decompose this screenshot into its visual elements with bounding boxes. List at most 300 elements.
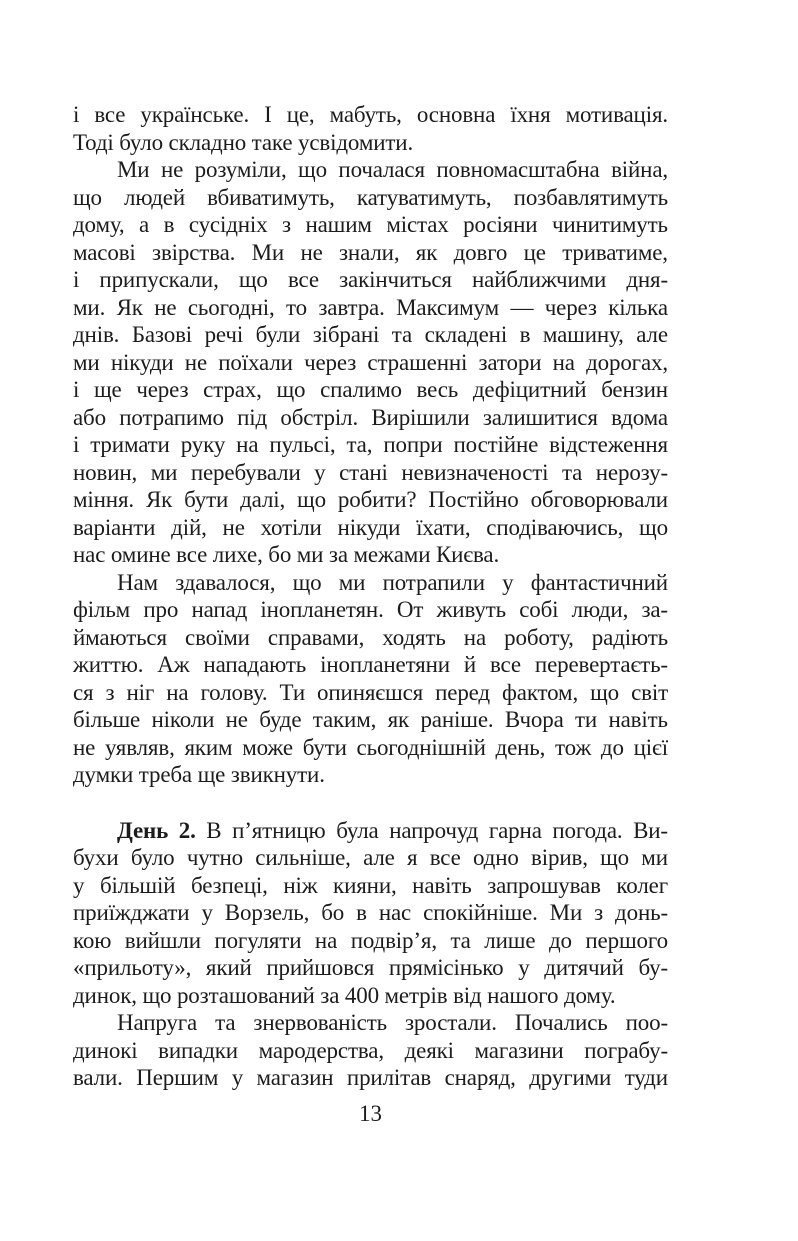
word: гарна — [488, 817, 542, 843]
word: інопланетян. — [260, 597, 384, 622]
word: не — [222, 514, 245, 540]
word: у — [231, 1065, 244, 1090]
word: мародерства, — [258, 1037, 384, 1063]
word: закінчиться — [339, 267, 452, 292]
word: речі — [204, 322, 244, 347]
word: нашим — [305, 212, 372, 237]
word: міння. — [73, 487, 134, 512]
word: далі, — [240, 487, 286, 512]
word: пограбу- — [584, 1037, 668, 1063]
word: на — [463, 624, 487, 650]
word: колег — [616, 872, 668, 898]
word: найближчими — [472, 267, 607, 292]
word: у — [502, 569, 514, 595]
word: все — [429, 845, 461, 870]
text-line — [73, 927, 668, 955]
word: сусідніх — [188, 212, 268, 237]
word: з — [105, 679, 115, 705]
word: потрапимо — [119, 404, 224, 430]
paragraph — [73, 156, 668, 569]
word: не — [73, 734, 96, 760]
word: як — [415, 239, 438, 265]
bold-lead-word: 2. — [178, 817, 196, 843]
word: може — [242, 734, 293, 760]
word: життю. — [73, 652, 144, 677]
word: та — [450, 927, 471, 953]
word: собі — [519, 597, 559, 622]
word: попри — [383, 432, 443, 457]
word: ніг — [126, 679, 155, 705]
word: в — [356, 900, 367, 925]
word: як — [387, 707, 410, 732]
word: на — [166, 679, 189, 705]
text-line: динок, що розташований за 400 метрів від нашого дому. — [73, 982, 616, 1008]
word: буде — [259, 707, 302, 732]
text-line — [73, 321, 668, 349]
word: Максимум — [396, 294, 500, 320]
word: Ви- — [633, 817, 668, 843]
word: таким, — [312, 707, 377, 732]
word: днів. — [73, 322, 120, 347]
word: за- — [641, 597, 668, 622]
word: зростали. — [405, 1010, 497, 1035]
text-line: Тоді було складно таке усвідомити. — [73, 129, 414, 155]
text-line: думки треба ще звикнути. — [73, 762, 325, 787]
word: Ми — [549, 900, 583, 925]
word: Ти — [279, 679, 306, 705]
text-line — [73, 844, 668, 872]
word: не — [300, 239, 323, 265]
word: про — [143, 597, 179, 622]
word: що — [600, 845, 630, 870]
word: другими — [529, 1065, 612, 1090]
word: напад — [191, 597, 248, 622]
word: все — [287, 267, 319, 292]
word: вбиватимуть, — [207, 184, 335, 210]
word: ми — [338, 569, 366, 595]
text-line — [73, 266, 668, 294]
word: варіанти — [73, 514, 156, 540]
word: я — [407, 845, 418, 870]
body-text — [73, 101, 668, 1092]
word: що — [590, 679, 620, 705]
word: уявляв, — [104, 734, 175, 760]
word: в — [519, 322, 531, 347]
word: живуть — [436, 597, 506, 622]
word: на — [552, 349, 575, 375]
page-number: 13 — [359, 1101, 382, 1126]
word: не — [184, 349, 208, 375]
word: або — [73, 404, 106, 430]
word: нікуди — [337, 514, 401, 540]
word: Постійно — [428, 487, 519, 512]
word: на — [314, 927, 338, 953]
word: Ми — [251, 239, 285, 265]
word: люди, — [571, 597, 629, 622]
word: ходять — [382, 624, 446, 650]
word: що — [292, 569, 322, 595]
word: Вирішили — [371, 404, 470, 430]
word: От — [396, 597, 424, 622]
word: і — [73, 267, 80, 292]
word: розуміли, — [194, 157, 287, 182]
word: магазин — [256, 1065, 334, 1090]
word: пульсі, — [269, 432, 336, 457]
word: вірив, — [531, 845, 588, 870]
bold-lead-word: День — [117, 817, 169, 843]
word: довго — [453, 239, 508, 265]
word: через — [304, 349, 357, 375]
word: почалася — [338, 157, 425, 182]
word: їхати, — [416, 514, 471, 540]
word: вдома — [611, 404, 668, 430]
word: мабуть, — [329, 102, 402, 127]
word: прилітав — [346, 1065, 432, 1090]
word: роботу, — [504, 624, 574, 650]
word: цієї — [633, 734, 668, 760]
word: Ворзель, — [224, 900, 310, 925]
word: Нам — [117, 569, 158, 595]
word: й — [463, 652, 477, 677]
word: Базові — [131, 322, 193, 347]
text-line — [73, 349, 668, 377]
word: знервованість — [253, 1010, 387, 1035]
word: ся — [73, 679, 94, 705]
word: сьогоднішній — [356, 734, 486, 760]
word: фактом, — [502, 679, 579, 705]
word: дитячий — [544, 955, 624, 980]
text-line — [73, 404, 668, 432]
word: з — [282, 212, 291, 237]
word: у — [314, 459, 326, 485]
word: фантастичний — [530, 569, 668, 595]
word: снаряд, — [444, 1065, 516, 1090]
word: робити? — [337, 487, 417, 512]
word: дефіцитний — [472, 377, 587, 402]
word: донь- — [615, 900, 668, 925]
word: вали. — [73, 1065, 123, 1090]
word: страх, — [203, 377, 262, 402]
word: весь — [416, 377, 459, 402]
word: навіть — [412, 872, 472, 898]
word: тож — [555, 734, 592, 760]
word: ще — [93, 377, 122, 402]
word: і — [73, 432, 80, 457]
word: то — [286, 294, 307, 320]
word: голову. — [200, 679, 268, 705]
word: бути — [302, 734, 347, 760]
word: та — [215, 1010, 236, 1035]
word: приїжджати — [73, 900, 190, 925]
text-line — [73, 954, 668, 982]
word: магазини — [474, 1037, 564, 1063]
word: ймаються — [73, 624, 167, 650]
text-line — [73, 101, 668, 129]
word: повномасштабна — [436, 157, 600, 182]
paragraph — [73, 817, 668, 1010]
text-line — [73, 706, 668, 734]
word: «прильоту», — [73, 955, 192, 980]
word: стані — [339, 459, 388, 485]
word: Почались — [514, 1010, 608, 1035]
text-line — [73, 734, 668, 762]
word: бухи — [73, 845, 119, 870]
word: кілька — [608, 294, 668, 320]
word: спалимо — [320, 377, 402, 402]
word: новин, — [73, 459, 138, 485]
word: перед — [435, 679, 490, 705]
paragraph — [73, 569, 668, 789]
word: Вчора — [504, 707, 564, 732]
word: містах — [386, 212, 449, 237]
word: одно — [473, 845, 519, 870]
word: а — [139, 212, 150, 237]
word: дорогах, — [586, 349, 668, 375]
word: знали, — [339, 239, 400, 265]
word: що — [238, 267, 268, 292]
word: вийшли — [124, 927, 201, 953]
word: бо — [321, 900, 345, 925]
text-line — [73, 156, 668, 184]
word: п’ятницю — [232, 817, 326, 843]
word: раніше. — [420, 707, 494, 732]
word: напрочуд — [389, 817, 479, 843]
word: та — [561, 459, 583, 485]
word: Як — [145, 487, 173, 512]
word: яким — [184, 734, 233, 760]
word: та — [391, 322, 413, 347]
word: що — [298, 157, 327, 182]
word: бензин — [601, 377, 668, 402]
word: мотивація. — [565, 102, 668, 127]
word: інопланетяни — [320, 652, 450, 677]
text-line — [73, 817, 668, 845]
word: триватиме, — [562, 239, 668, 265]
word: постійне — [453, 432, 539, 457]
word: деякі — [404, 1037, 454, 1063]
text-line — [73, 569, 668, 597]
text-line — [73, 514, 668, 542]
text-line — [73, 459, 668, 487]
text-line — [73, 211, 668, 239]
paragraph — [73, 101, 668, 156]
word: Ми — [117, 157, 150, 182]
text-line — [73, 624, 668, 652]
text-line — [73, 872, 668, 900]
word: — — [510, 294, 534, 320]
word: що — [297, 487, 326, 512]
word: опиняєшся — [317, 679, 424, 705]
text-line — [73, 651, 668, 679]
word: Як — [116, 294, 143, 320]
word: подвір’я, — [350, 927, 437, 953]
word: було — [130, 845, 175, 870]
word: світ — [631, 679, 668, 705]
word: але — [363, 845, 395, 870]
word: сподіваючись, — [486, 514, 624, 540]
word: зібрані — [312, 322, 380, 347]
word: масові — [73, 239, 136, 265]
word: через — [544, 294, 597, 320]
word: обговорювали — [530, 487, 668, 512]
word: руку — [180, 432, 226, 457]
word: запрошував — [487, 872, 601, 898]
word: спокійніше. — [423, 900, 538, 925]
word: бу- — [638, 955, 668, 980]
word: позбавлятимуть — [513, 184, 668, 210]
word: та, — [346, 432, 373, 457]
word: ми — [73, 349, 100, 375]
text-line — [73, 1064, 668, 1092]
word: ти — [575, 707, 598, 732]
text-line — [73, 239, 668, 267]
word: катуватимуть, — [356, 184, 492, 210]
word: навіть — [608, 707, 668, 732]
word: це, — [286, 102, 315, 127]
text-line — [73, 376, 668, 404]
word: здавалося, — [175, 569, 276, 595]
word: затори — [478, 349, 542, 375]
text-line — [73, 679, 668, 707]
word: не — [154, 294, 177, 320]
word: Аж — [157, 652, 190, 677]
word: завтра. — [318, 294, 385, 320]
word: чутно — [186, 845, 243, 870]
word: поо- — [625, 1010, 668, 1035]
text-line: нас омине все лихе, бо ми за межами Києва. — [73, 542, 500, 567]
word: кияни, — [333, 872, 397, 898]
word: поїхали — [218, 349, 293, 375]
word: чинитимуть — [551, 212, 668, 237]
word: І — [264, 102, 272, 127]
word: була — [336, 817, 379, 843]
word: безпеці, — [190, 872, 268, 898]
word: дому, — [73, 212, 125, 237]
word: дій, — [171, 514, 207, 540]
word: ми — [150, 459, 178, 485]
word: були — [255, 322, 301, 347]
word: погода. — [552, 817, 623, 843]
word: ніколи — [151, 707, 215, 732]
word: невизначеності — [401, 459, 549, 485]
word: під — [237, 404, 268, 430]
word: тримати — [90, 432, 170, 457]
word: день, — [495, 734, 546, 760]
word: не — [160, 157, 184, 182]
word: відстеження — [549, 432, 668, 457]
word: українське. — [140, 102, 250, 127]
word: їхня — [510, 102, 551, 127]
text-line — [73, 1037, 668, 1065]
word: радіють — [591, 624, 668, 650]
word: першого — [585, 927, 668, 953]
word: погуляти — [214, 927, 302, 953]
word: кою — [73, 927, 112, 953]
word: це — [523, 239, 546, 265]
word: що — [639, 514, 668, 540]
word: ми. — [73, 294, 106, 320]
word: фільм — [73, 597, 131, 622]
word: людей — [124, 184, 186, 210]
word: динокі — [73, 1037, 138, 1063]
word: дня- — [626, 267, 668, 292]
word: у — [73, 872, 85, 898]
text-line — [73, 431, 668, 459]
word: не — [225, 707, 248, 732]
word: все — [489, 652, 521, 677]
word: на — [236, 432, 259, 457]
text-line — [73, 899, 668, 927]
text-line — [73, 294, 668, 322]
word: до — [548, 927, 572, 953]
word: в — [163, 212, 175, 237]
word: Першим — [136, 1065, 219, 1090]
word: перебували — [190, 459, 301, 485]
word: залишитися — [482, 404, 598, 430]
word: війна, — [611, 157, 668, 182]
word: справами, — [267, 624, 365, 650]
word: але — [636, 322, 668, 347]
word: прийшовся — [266, 955, 375, 980]
word: прямісінько — [388, 955, 504, 980]
word: до — [600, 734, 624, 760]
text-line — [73, 1009, 668, 1037]
word: росіяни — [463, 212, 538, 237]
word: перевертаєть- — [534, 652, 668, 677]
text-line — [73, 184, 668, 212]
word: В — [206, 817, 222, 843]
word: обстріл. — [280, 404, 359, 430]
word: і — [73, 102, 80, 127]
word: що — [73, 184, 102, 210]
word: складені — [424, 322, 508, 347]
word: більше — [73, 707, 141, 732]
word: більшій — [99, 872, 176, 898]
word: звірства. — [152, 239, 236, 265]
word: який — [205, 955, 252, 980]
word: все — [94, 102, 126, 127]
text-line — [73, 486, 668, 514]
word: припускали, — [99, 267, 219, 292]
word: страшенні — [367, 349, 468, 375]
word: потрапили — [382, 569, 485, 595]
word: і — [73, 377, 80, 402]
word: бути — [184, 487, 229, 512]
word: туди — [624, 1065, 668, 1090]
word: хотіли — [260, 514, 322, 540]
word: ніж — [283, 872, 318, 898]
text-line — [73, 596, 668, 624]
paragraph — [73, 1009, 668, 1092]
word: нас — [378, 900, 412, 925]
word: основна — [416, 102, 496, 127]
word: Напруга — [117, 1010, 198, 1035]
word: ми — [641, 845, 668, 870]
word: своїми — [185, 624, 250, 650]
word: у — [201, 900, 213, 925]
word: нападають — [203, 652, 307, 677]
word: лише — [484, 927, 536, 953]
word: з — [594, 900, 604, 925]
word: через — [136, 377, 189, 402]
word: сильніше, — [255, 845, 351, 870]
word: випадки — [158, 1037, 238, 1063]
word: у — [518, 955, 530, 980]
word: що — [276, 377, 306, 402]
word: машину, — [542, 322, 624, 347]
word: сьогодні, — [187, 294, 275, 320]
word: нікуди — [110, 349, 174, 375]
